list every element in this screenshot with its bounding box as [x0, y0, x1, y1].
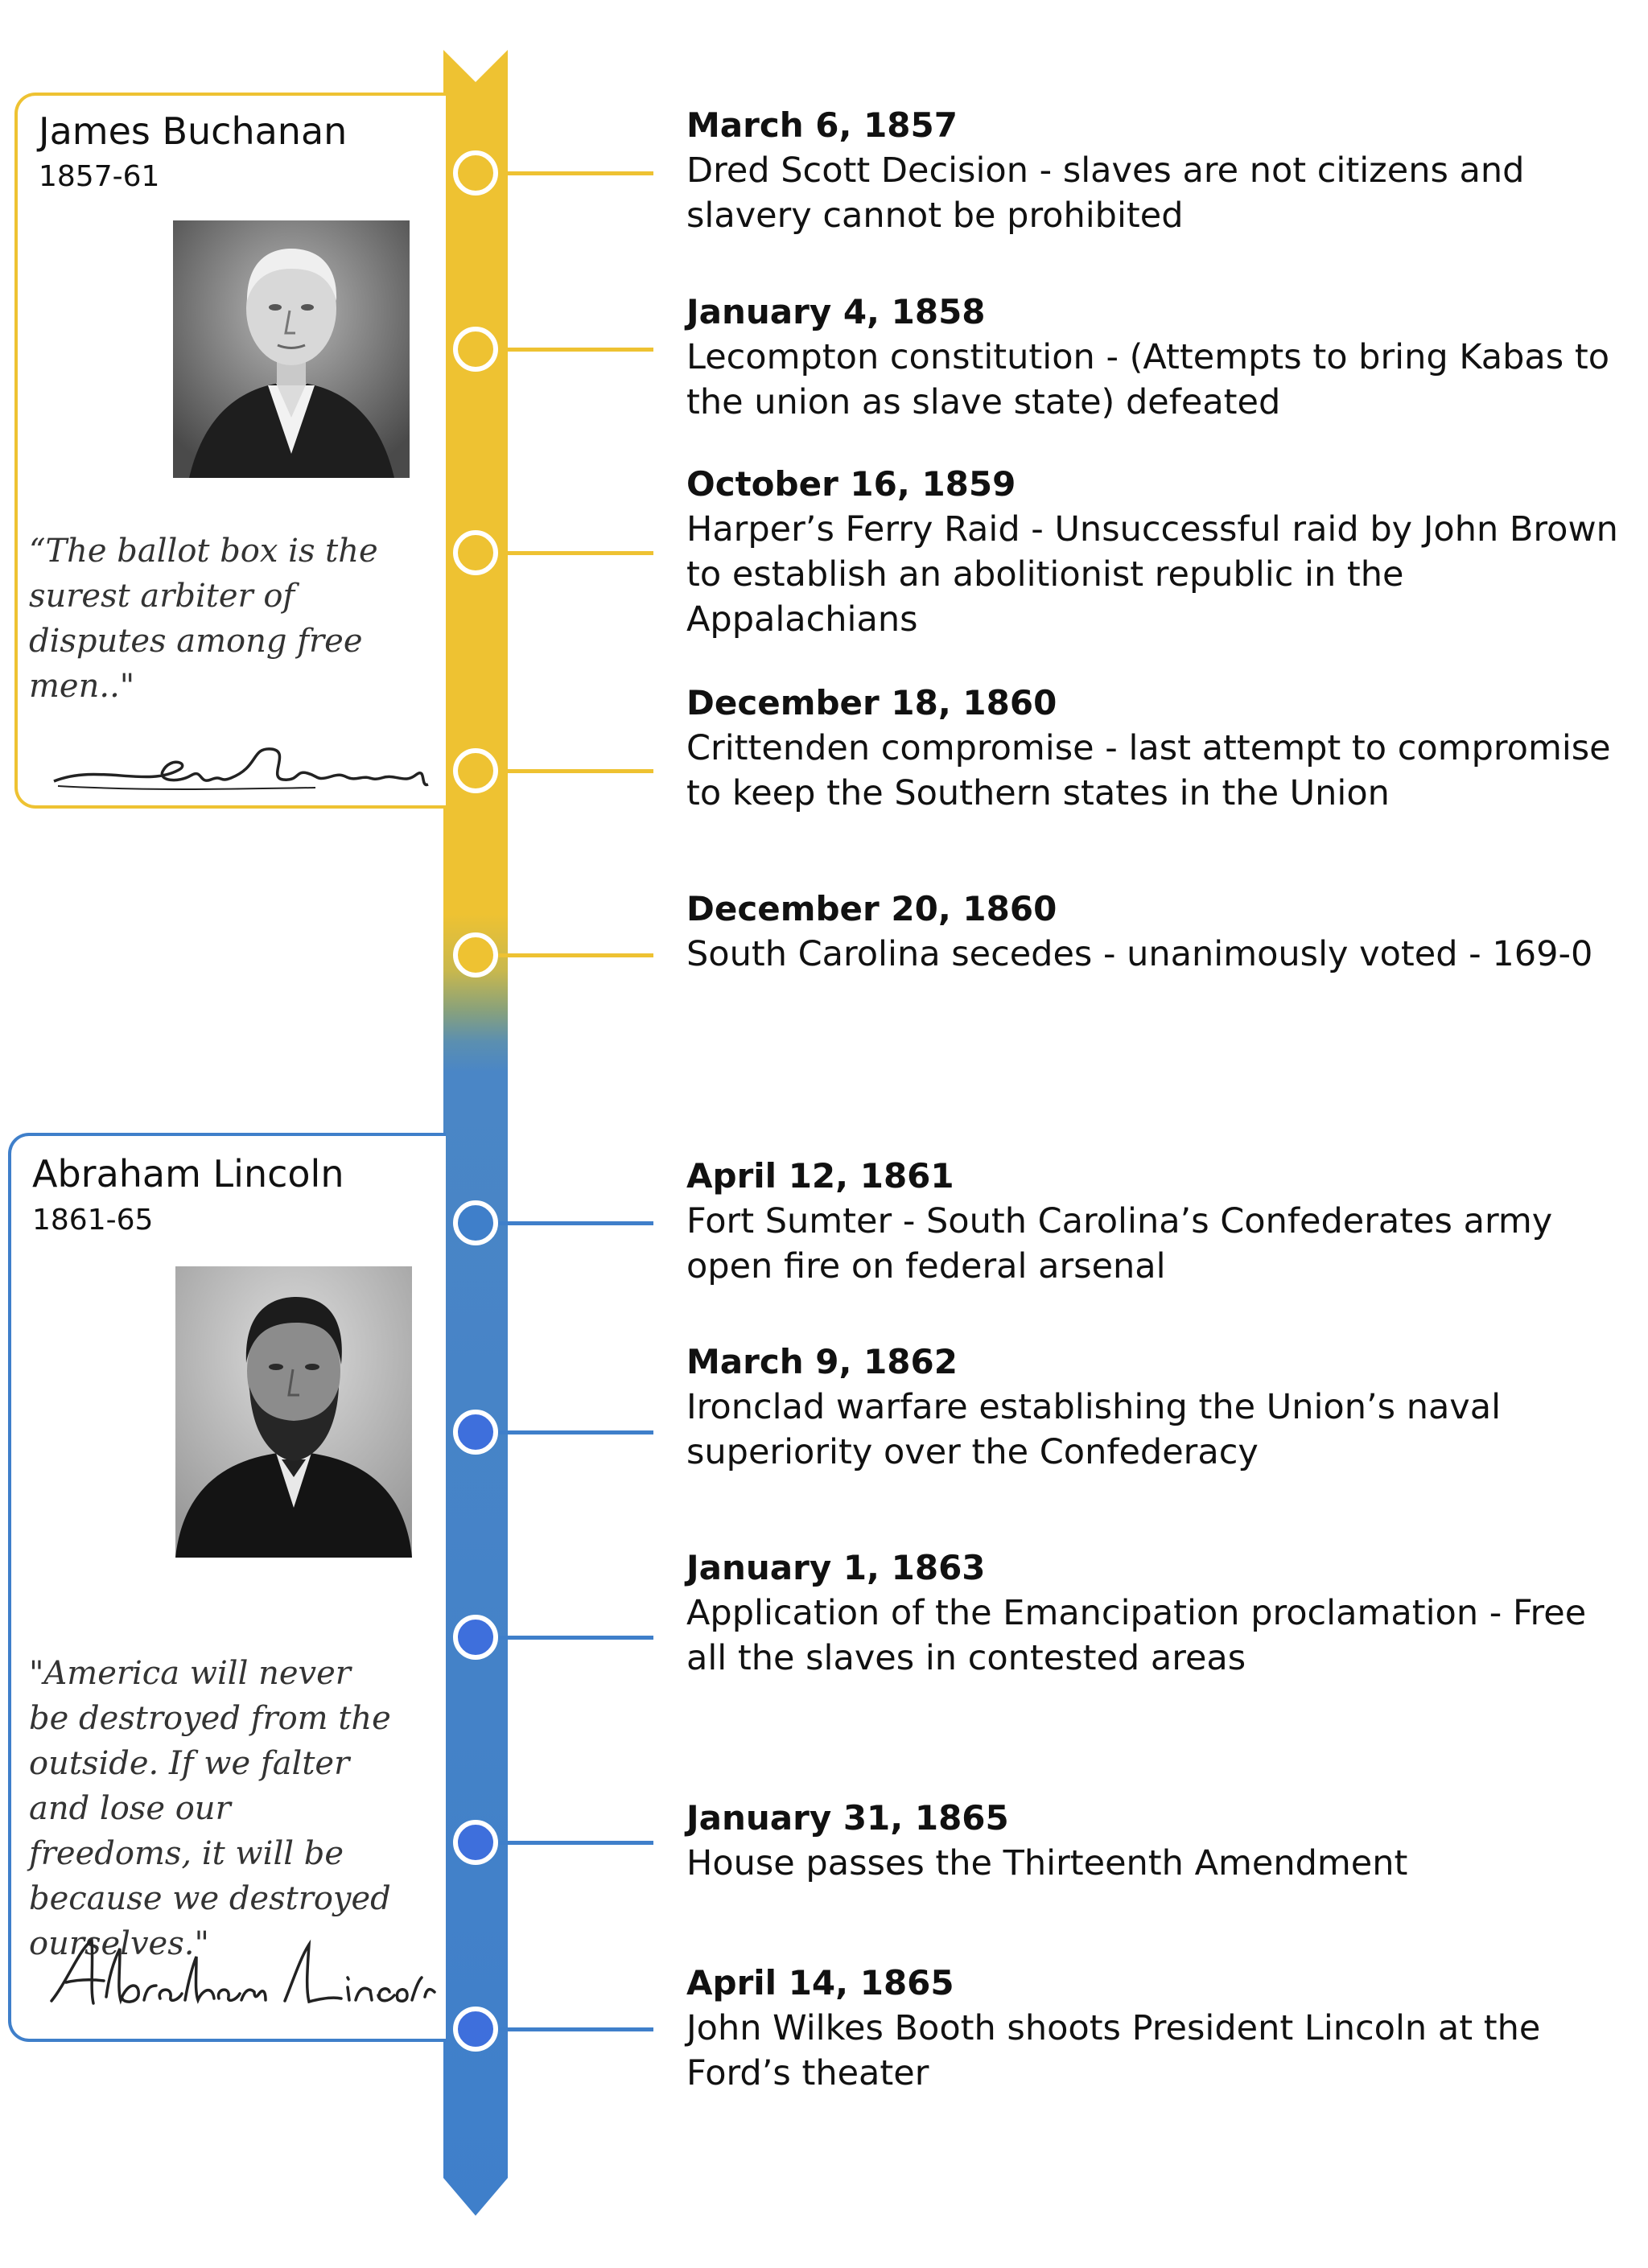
president-panel-lincoln [8, 1133, 446, 2042]
event-node [453, 2007, 498, 2052]
event-date: January 31, 1865 [686, 1798, 1009, 1838]
event-connector [476, 2027, 653, 2031]
event-description: Application of the Emancipation proclamation - Free all the slaves in contested areas [686, 1593, 1587, 1678]
timeline-event [686, 1154, 1620, 1289]
president-name: James Buchanan [39, 109, 348, 153]
event-description: Fort Sumter - South Carolina’s Confederates army open fire on federal arsenal [686, 1201, 1553, 1286]
event-connector [476, 1636, 653, 1640]
event-connector [476, 1841, 653, 1845]
timeline-event [686, 462, 1620, 642]
event-description: South Carolina secedes - unanimously voted - 169-0 [686, 934, 1593, 974]
president-years: 1857-61 [39, 160, 160, 193]
event-node [453, 748, 498, 793]
event-date: April 12, 1861 [686, 1156, 954, 1196]
event-node [453, 530, 498, 575]
event-node [453, 1410, 498, 1455]
event-node [453, 1200, 498, 1245]
president-name: Abraham Lincoln [32, 1152, 344, 1196]
event-date: January 1, 1863 [686, 1548, 986, 1587]
event-node [453, 932, 498, 978]
event-description: John Wilkes Booth shoots President Lincoln at the Ford’s theater [686, 2008, 1541, 2093]
timeline-event [686, 1961, 1620, 2096]
event-node [453, 1820, 498, 1865]
event-node [453, 150, 498, 196]
event-date: December 20, 1860 [686, 889, 1057, 928]
event-connector [476, 1221, 653, 1225]
buchanan-portrait [173, 220, 410, 478]
event-description: Dred Scott Decision - slaves are not citizens and slavery cannot be prohibited [686, 150, 1525, 236]
lincoln-portrait [175, 1266, 412, 1558]
event-connector [476, 1430, 653, 1434]
event-date: January 4, 1858 [686, 292, 986, 331]
lincoln-signature [43, 1933, 438, 2021]
event-description: Crittenden compromise - last attempt to compromise to keep the Southern states in the Union [686, 728, 1611, 813]
buchanan-signature [50, 731, 436, 804]
event-connector [476, 953, 653, 957]
event-node [453, 1615, 498, 1660]
president-panel-buchanan [14, 93, 446, 809]
timeline-event [686, 290, 1620, 425]
event-connector [476, 551, 653, 555]
event-date: April 14, 1865 [686, 1963, 954, 2003]
event-date: October 16, 1859 [686, 464, 1016, 504]
event-description: House passes the Thirteenth Amendment [686, 1843, 1408, 1883]
timeline-event [686, 1340, 1620, 1475]
event-date: December 18, 1860 [686, 683, 1057, 722]
event-connector [476, 171, 653, 175]
event-date: March 9, 1862 [686, 1342, 958, 1381]
event-date: March 6, 1857 [686, 105, 958, 145]
timeline-event [686, 887, 1620, 977]
president-quote: “The ballot box is the surest arbiter of disputes among free men.." [29, 533, 378, 705]
event-description: Lecompton constitution - (Attempts to bring Kabas to the union as slave state) defeated [686, 337, 1609, 422]
timeline-event [686, 103, 1620, 238]
timeline-event [686, 1796, 1620, 1886]
event-description: Harper’s Ferry Raid - Unsuccessful raid by John Brown to establish an abolitionist republic in the Appalachians [686, 509, 1618, 640]
event-connector [476, 348, 653, 352]
president-years: 1861-65 [32, 1204, 154, 1237]
timeline-bar [443, 50, 508, 2216]
event-description: Ironclad warfare establishing the Union’s naval superiority over the Confederacy [686, 1387, 1502, 1472]
president-quote: "America will never be destroyed from the outside. If we falter and lose our freedoms, it will be because we destroyed ourselves." [29, 1655, 391, 1962]
event-node [453, 327, 498, 372]
timeline-event [686, 1546, 1620, 1681]
event-connector [476, 769, 653, 773]
timeline-event [686, 681, 1620, 816]
